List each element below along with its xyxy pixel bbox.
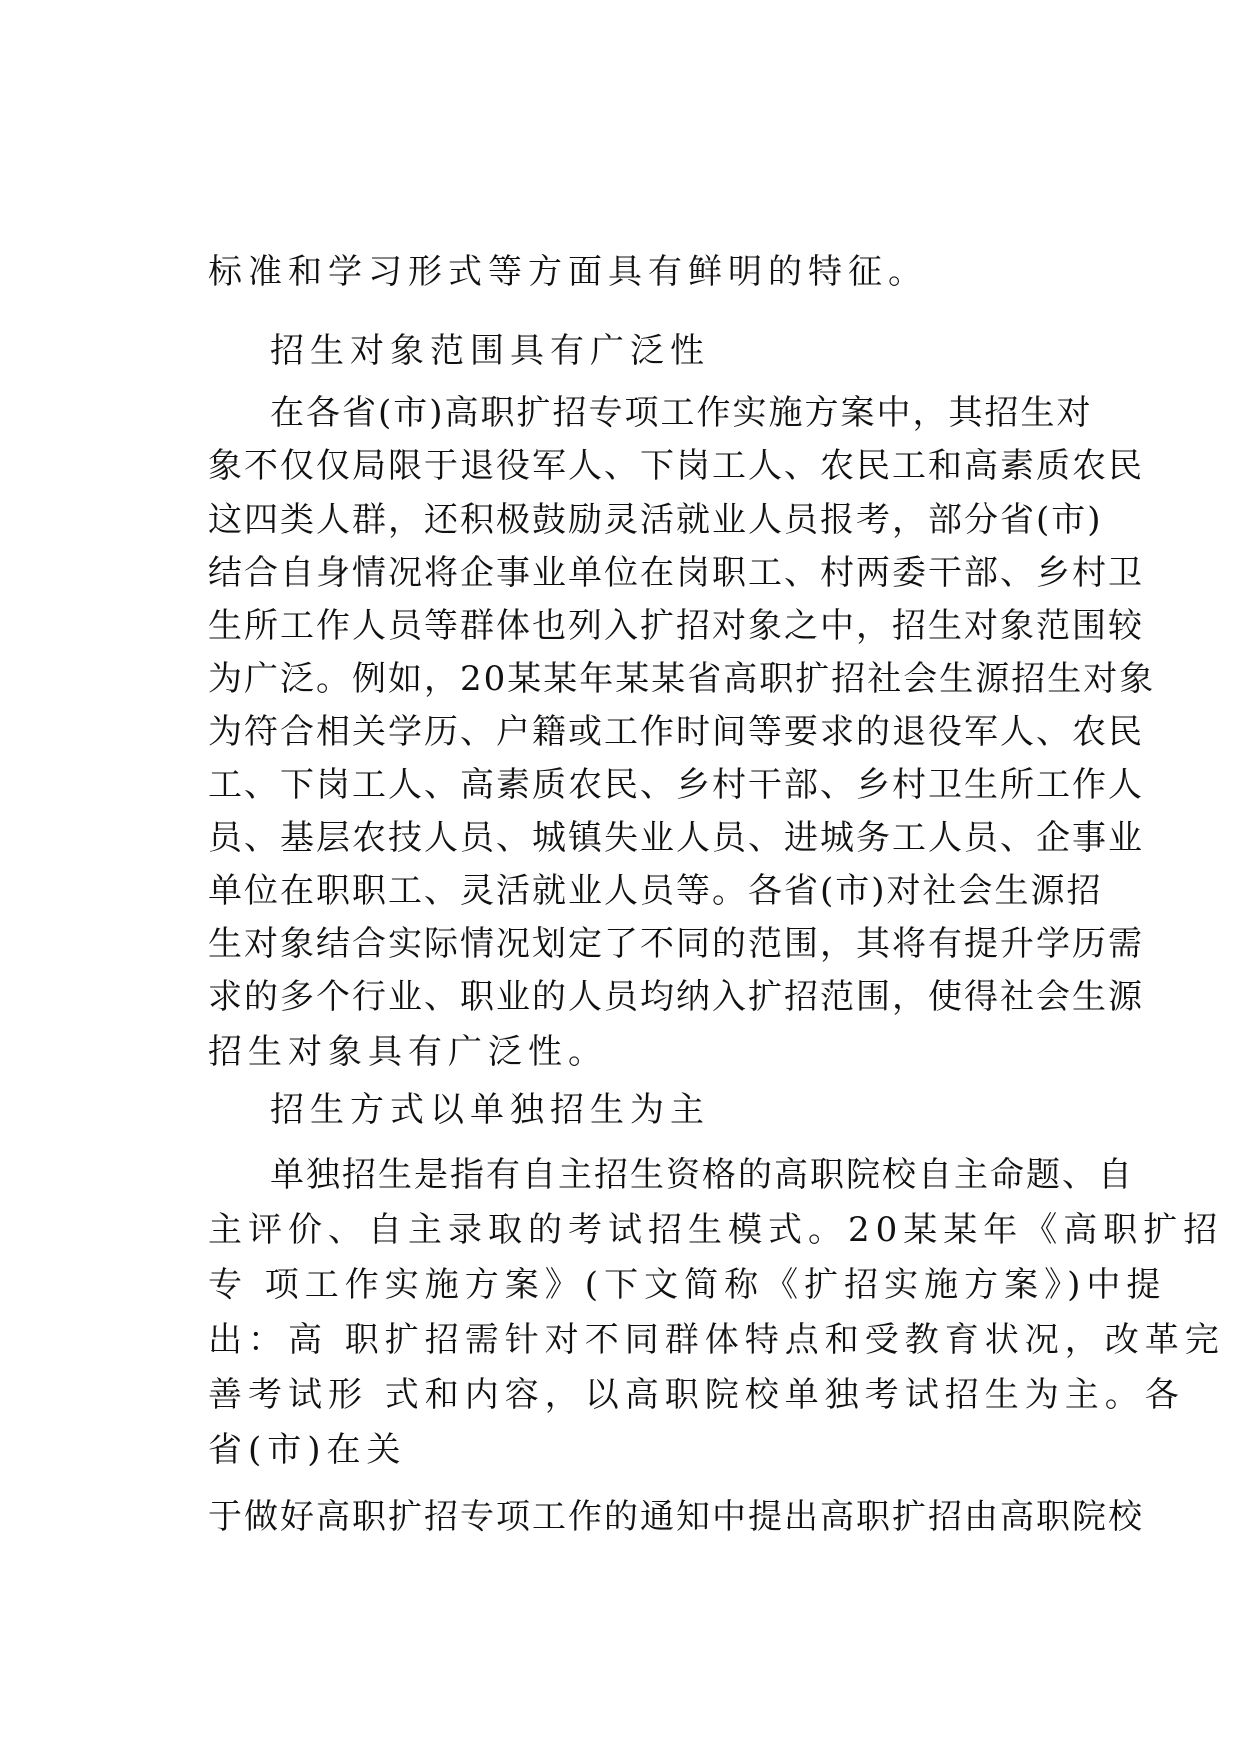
text-line: 在各省(市)高职扩招专项工作实施方案中，其招生对 — [270, 393, 1093, 433]
text-line: 员、基层农技人员、城镇失业人员、进城务工人员、企事业 — [208, 818, 1144, 858]
text-line: 为符合相关学历、户籍或工作时间等要求的退役军人、农民 — [208, 712, 1144, 752]
text-line: 这四类人群，还积极鼓励灵活就业人员报考，部分省(市) — [208, 500, 1103, 540]
text-line: 出：高 职扩招需针对不同群体特点和受教育状况，改革完 — [208, 1320, 1225, 1360]
text-line: 主评价、自主录取的考试招生模式。20某某年《高职扩招 — [208, 1210, 1224, 1250]
text-line: 结合自身情况将企事业单位在岗职工、村两委干部、乡村卫 — [208, 553, 1144, 593]
text-line: 善考试形 式和内容，以高职院校单独考试招生为主。各 — [208, 1375, 1185, 1415]
text-line: 生所工作人员等群体也列入扩招对象之中，招生对象范围较 — [208, 606, 1144, 646]
section-heading: 招生方式以单独招生为主 — [270, 1090, 710, 1130]
text-line: 工、下岗工人、高素质农民、乡村干部、乡村卫生所工作人 — [208, 765, 1144, 805]
text-line: 求的多个行业、职业的人员均纳入扩招范围，使得社会生源 — [208, 977, 1144, 1017]
text-line: 为广泛。例如，20某某年某某省高职扩招社会生源招生对象 — [208, 659, 1156, 699]
text-line: 专 项工作实施方案》(下文简称《扩招实施方案》)中提 — [208, 1265, 1167, 1305]
text-line: 标准和学习形式等方面具有鲜明的特征。 — [208, 252, 928, 292]
text-line: 生对象结合实际情况划定了不同的范围，其将有提升学历需 — [208, 924, 1144, 964]
text-line: 省(市)在关 — [208, 1430, 407, 1470]
section-heading: 招生对象范围具有广泛性 — [270, 331, 710, 371]
text-line: 于做好高职扩招专项工作的通知中提出高职扩招由高职院校 — [208, 1497, 1144, 1537]
text-line: 象不仅仅局限于退役军人、下岗工人、农民工和高素质农民 — [208, 446, 1144, 486]
text-line: 招生对象具有广泛性。 — [208, 1032, 608, 1072]
text-line: 单独招生是指有自主招生资格的高职院校自主命题、自 — [270, 1155, 1134, 1195]
text-line: 单位在职职工、灵活就业人员等。各省(市)对社会生源招 — [208, 871, 1103, 911]
